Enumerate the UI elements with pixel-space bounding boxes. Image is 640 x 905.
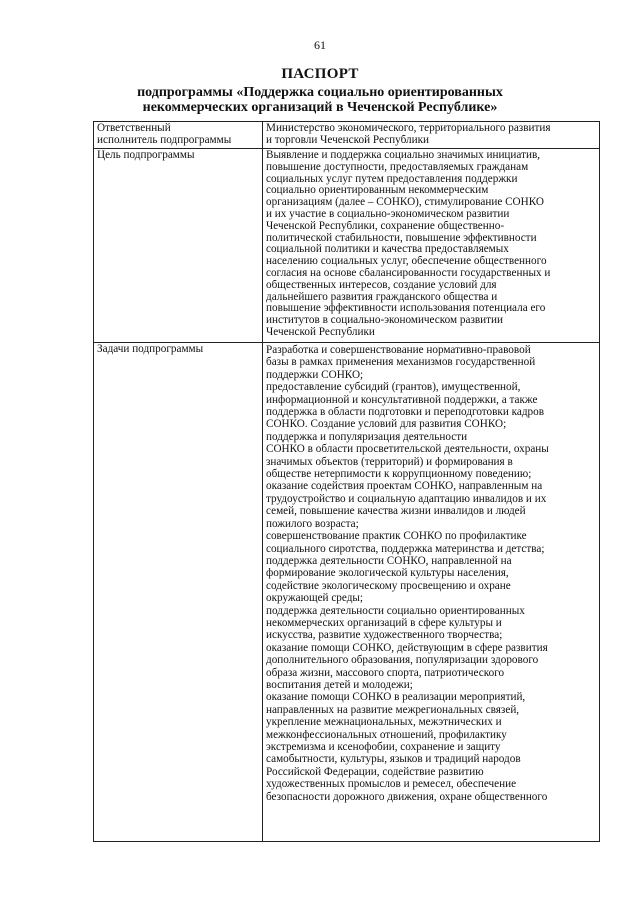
text-line: Министерство экономического, территориального развития <box>266 123 551 134</box>
text-line: населению социальных услуг, обеспечение общественного <box>266 256 547 268</box>
text-line: формирование экологической культуры населения, <box>266 567 509 580</box>
text-line: семей, повышение качества жизни инвалидов и людей <box>266 505 526 518</box>
text-line: укрепление межнациональных, межэтнических и <box>266 716 502 729</box>
text-line: и торговли Чеченской Республики <box>266 134 429 146</box>
text-line: СОНКО в области просветительской деятельности, охраны <box>266 443 549 456</box>
row-value <box>266 150 596 339</box>
text-line: дальнейшего развития гражданского общества и <box>266 291 498 303</box>
text-line: социального сиротства, поддержка материнства и детства; <box>266 542 545 555</box>
text-line: Задачи подпрограммы <box>97 344 204 355</box>
text-line: Чеченской Республики <box>266 326 375 338</box>
column-divider <box>262 149 263 342</box>
text-line: информационной и консультативной поддержки, а также <box>266 393 538 406</box>
document-title: ПАСПОРТ <box>281 66 359 82</box>
text-line: политической стабильности, повышение эффективности <box>266 232 537 244</box>
text-line: некоммерческих организаций в сфере культуры и <box>266 616 502 629</box>
text-line: поддержки СОНКО; <box>266 368 364 381</box>
text-line: поддержка и популяризация деятельности <box>266 430 468 443</box>
document-subtitle <box>0 85 640 115</box>
text-line: Российской Федерации, содействие развитию <box>266 765 484 778</box>
text-line: трудоустройство и социальную адаптацию инвалидов и их <box>266 492 547 505</box>
page-number: 61 <box>314 38 326 52</box>
column-divider <box>262 122 263 148</box>
text-line: Выявление и поддержка социально значимых инициатив, <box>266 150 541 161</box>
text-line: повышение эффективности использования потенциала его <box>266 303 546 315</box>
text-line: оказание содействия проектам СОНКО, направленным на <box>266 480 543 493</box>
text-line: художественных промыслов и ремесел, обеспечение <box>266 778 517 791</box>
text-line: общественных интересов, создание условий для <box>266 279 497 291</box>
text-line: Цель подпрограммы <box>97 150 195 161</box>
text-line: воспитания детей и молодежи; <box>266 678 413 691</box>
text-line: повышение доступности, предоставляемых гражданам <box>266 161 529 173</box>
text-line: предоставление субсидий (грантов), имущественной, <box>266 381 521 394</box>
text-line: институтов в социально-экономическом развитии <box>266 315 504 327</box>
column-divider <box>262 343 263 841</box>
text-line: поддержка деятельности СОНКО, направленной на <box>266 554 512 567</box>
text-line: СОНКО. Создание условий для развития СОНКО; <box>266 418 507 431</box>
text-line: безопасности дорожного движения, охране общественного <box>266 790 548 803</box>
text-line: организациям (далее – СОНКО), стимулирование СОНКО <box>266 197 544 209</box>
text-line: значимых объектов (территорий) и формирования в <box>266 455 513 468</box>
text-line: обществе нетерпимости к коррупционному поведению; <box>266 468 532 481</box>
text-line: базы в рамках применения механизмов государственной <box>266 356 536 369</box>
text-line: поддержка деятельности социально ориентированных <box>266 604 525 617</box>
row-value <box>266 123 596 147</box>
text-line: поддержка в области подготовки и переподготовки кадров <box>266 406 545 419</box>
text-line: направленных на развитие межрегиональных связей, <box>266 703 520 716</box>
text-line: Разработка и совершенствование нормативно-правовой <box>266 344 531 356</box>
text-line: оказание помощи СОНКО, действующим в сфере развития <box>266 641 548 654</box>
table-row-goal <box>94 149 599 343</box>
subtitle-line: некоммерческих организаций в Чеченской Республике» <box>142 100 498 115</box>
text-line: межконфессиональных отношений, профилактику <box>266 728 507 741</box>
text-line: социальной политики и качества предоставляемых <box>266 244 509 256</box>
subtitle-line: подпрограммы «Поддержка социально ориентированных <box>137 85 503 100</box>
text-line: совершенствование практик СОНКО по профилактике <box>266 530 527 543</box>
text-line: образа жизни, массового спорта, патриотического <box>266 666 505 679</box>
text-line: искусства, развитие художественного творчества; <box>266 629 503 642</box>
text-line: самобытности, культуры, языков и традиций народов <box>266 753 521 766</box>
text-line: содействие экологическому просвещению и охране <box>266 579 511 592</box>
table-row-responsible-executor <box>94 122 599 149</box>
table-row-tasks <box>94 343 599 841</box>
row-label <box>97 150 259 162</box>
text-line: Чеченской Республики, сохранение общественно- <box>266 220 505 232</box>
text-line: и их участие в социально-экономическом развитии <box>266 208 510 220</box>
text-line: оказание помощи СОНКО в реализации мероприятий, <box>266 691 526 704</box>
row-label <box>97 344 259 356</box>
row-value <box>266 344 596 803</box>
text-line: Ответственный <box>97 123 171 134</box>
row-label <box>97 123 259 147</box>
passport-table <box>93 121 600 842</box>
text-line: социально ориентированным некоммерческим <box>266 185 489 197</box>
text-line: пожилого возраста; <box>266 517 359 530</box>
text-line: дополнительного образования, популяризации здорового <box>266 654 539 667</box>
text-line: экстремизма и ксенофобии, сохранение и защиту <box>266 741 501 753</box>
text-line: социальных услуг путем предоставления поддержки <box>266 173 518 185</box>
text-line: согласия на основе сбалансированности государственных и <box>266 267 551 279</box>
text-line: исполнитель подпрограммы <box>97 134 232 146</box>
text-line: окружающей среды; <box>266 592 364 605</box>
